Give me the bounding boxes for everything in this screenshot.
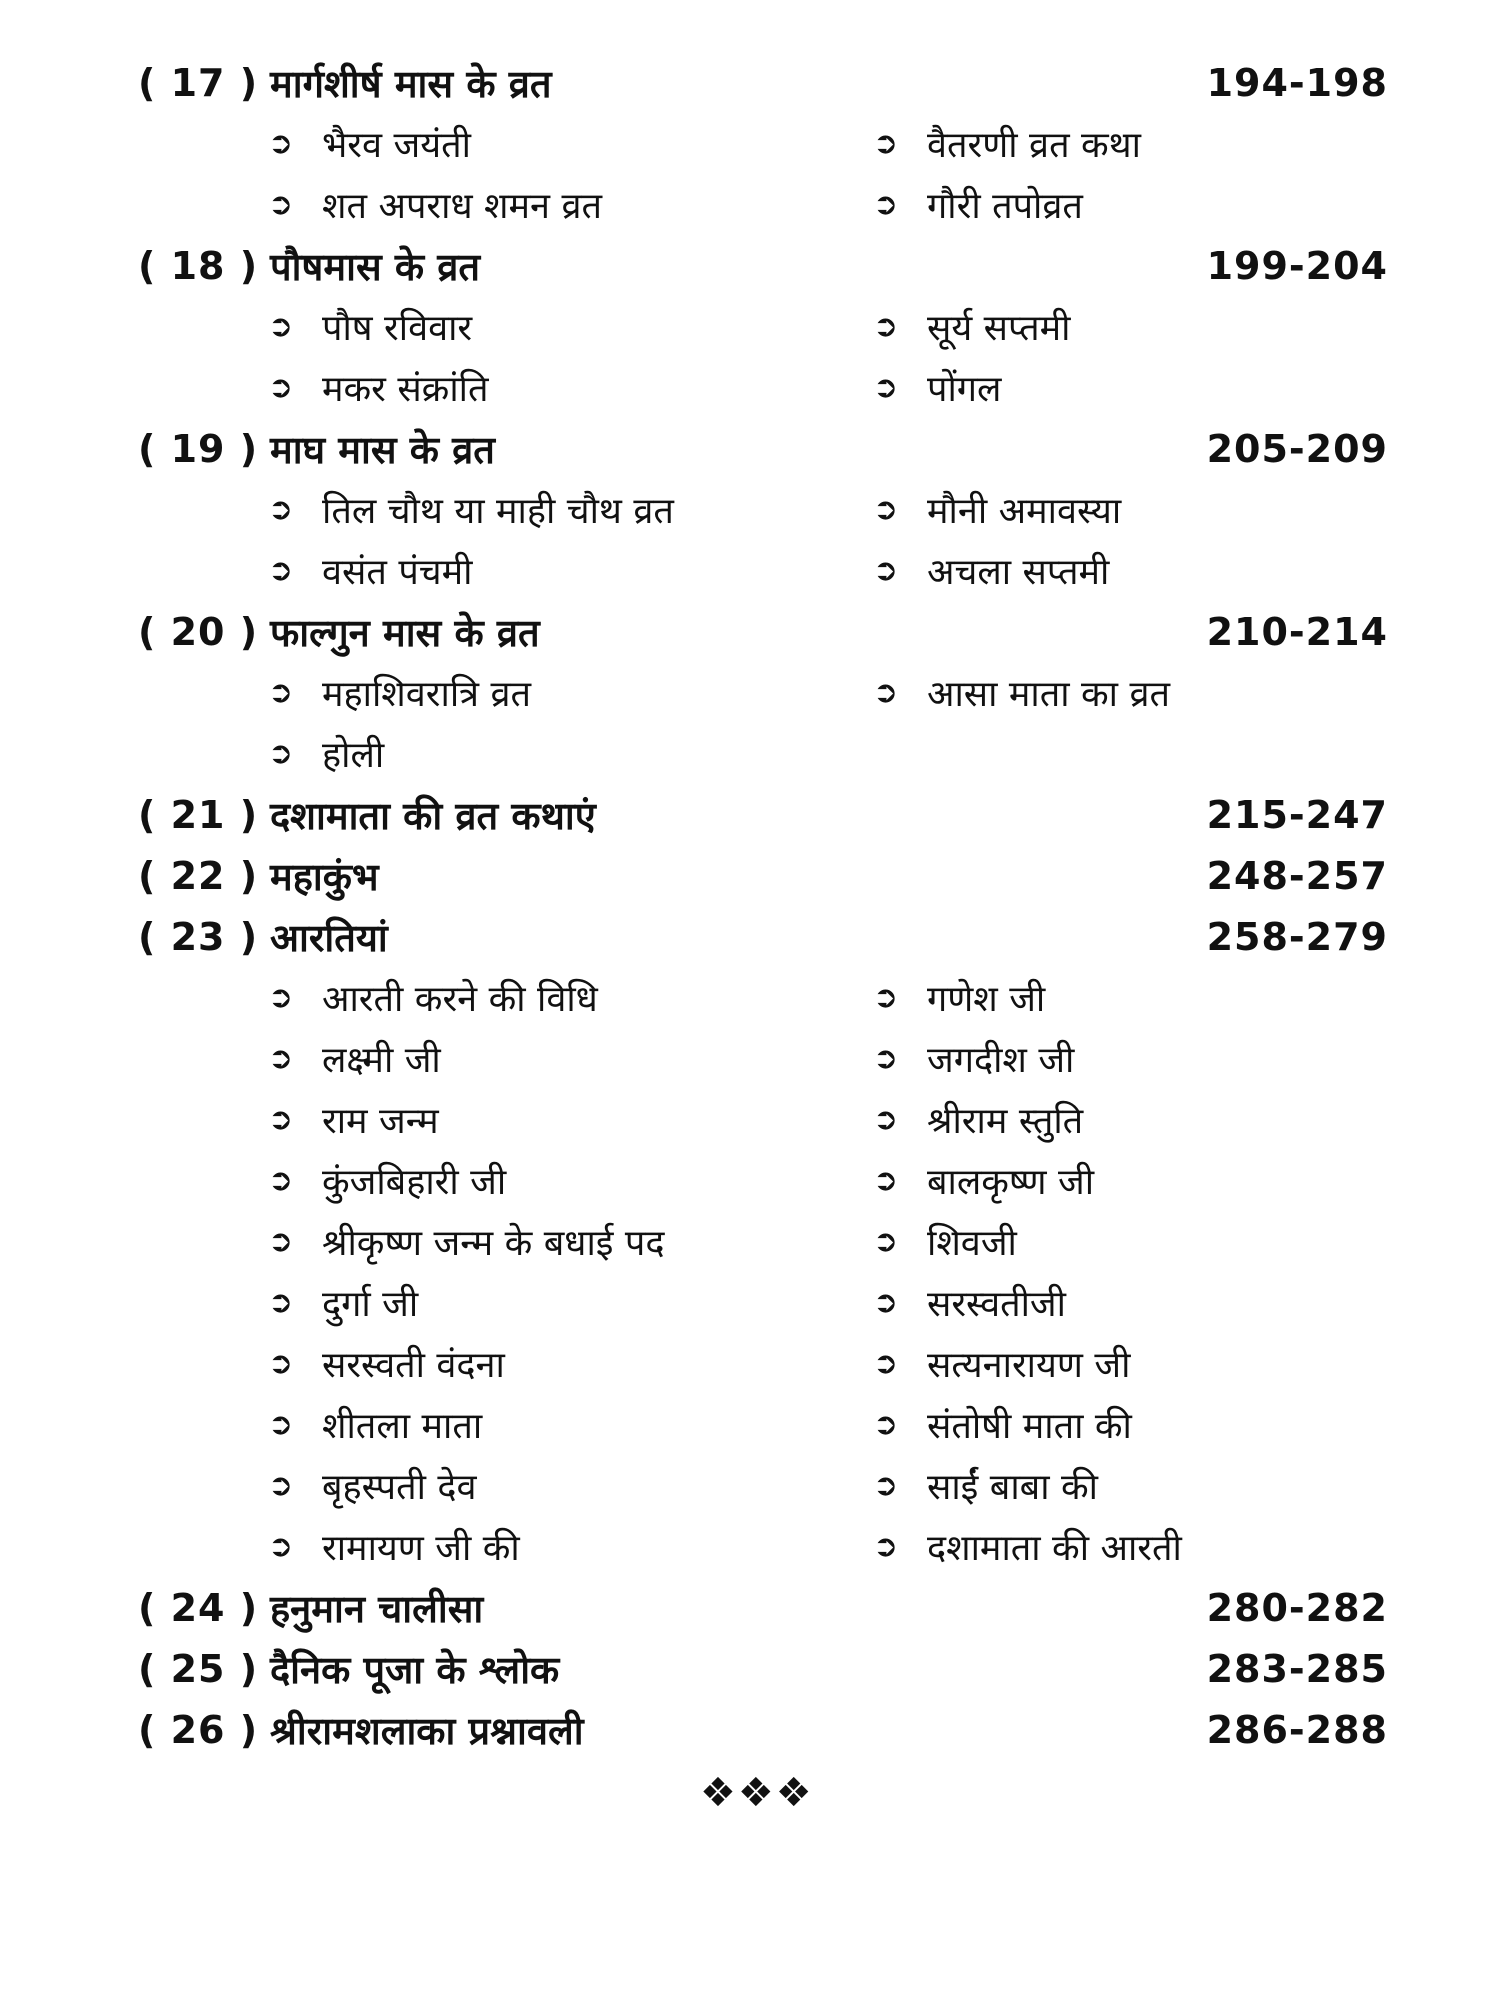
section-number: ( 19 ) <box>138 426 259 471</box>
toc-subitem <box>268 1150 873 1211</box>
arrow-bullet-icon: ➲ <box>873 1224 899 1259</box>
arrow-bullet-icon: ➲ <box>873 187 899 222</box>
arrow-bullet-icon: ➲ <box>873 492 899 527</box>
section-page-range: 280-282 <box>1206 1585 1388 1630</box>
toc-section-row <box>138 418 1388 479</box>
section-number: ( 21 ) <box>138 792 259 837</box>
subitem-label: शिवजी <box>927 1223 1017 1264</box>
toc-section-row <box>138 52 1388 113</box>
subitem-label: संतोषी माता की <box>927 1406 1132 1447</box>
subitem-label: श्रीराम स्तुति <box>927 1101 1084 1142</box>
toc-section-row <box>138 906 1388 967</box>
toc-subitem <box>268 1211 873 1272</box>
toc-subitem <box>873 357 1323 418</box>
section-page-range: 194-198 <box>1206 60 1388 105</box>
section-title: माघ मास के व्रत <box>270 427 495 472</box>
subitem-list <box>138 113 1388 235</box>
subitem-label: शीतला माता <box>322 1406 483 1447</box>
section-title: श्रीरामशलाका प्रश्नावली <box>270 1708 584 1753</box>
arrow-bullet-icon: ➲ <box>268 980 294 1015</box>
subitem-label: पौष रविवार <box>322 308 473 349</box>
arrow-bullet-icon: ➲ <box>873 126 899 161</box>
arrow-bullet-icon: ➲ <box>873 1346 899 1381</box>
arrow-bullet-icon: ➲ <box>873 370 899 405</box>
subitem-label: मौनी अमावस्या <box>927 491 1122 532</box>
toc-subitem <box>268 967 873 1028</box>
arrow-bullet-icon: ➲ <box>268 553 294 588</box>
toc-subitem <box>268 1333 873 1394</box>
subitem-label: बालकृष्ण जी <box>927 1162 1095 1203</box>
subitem-label: शत अपराध शमन व्रत <box>322 186 602 227</box>
toc-subitem <box>873 1394 1323 1455</box>
subitem-label: लक्ष्मी जी <box>322 1040 441 1081</box>
toc-subitem <box>268 1394 873 1455</box>
toc-subitem <box>873 540 1323 601</box>
toc-section-row <box>138 1577 1388 1638</box>
toc-subitem <box>268 296 873 357</box>
arrow-bullet-icon: ➲ <box>873 1163 899 1198</box>
subitem-label: श्रीकृष्ण जन्म के बधाई पद <box>322 1223 665 1264</box>
toc-subitem <box>268 662 873 723</box>
section-number: ( 25 ) <box>138 1646 259 1691</box>
arrow-bullet-icon: ➲ <box>268 675 294 710</box>
arrow-bullet-icon: ➲ <box>873 675 899 710</box>
arrow-bullet-icon: ➲ <box>873 980 899 1015</box>
arrow-bullet-icon: ➲ <box>268 1102 294 1137</box>
section-number: ( 24 ) <box>138 1585 259 1630</box>
subitem-list <box>138 479 1388 601</box>
arrow-bullet-icon: ➲ <box>268 1468 294 1503</box>
subitem-label: गौरी तपोव्रत <box>927 186 1083 227</box>
toc-subitem <box>268 1516 873 1577</box>
section-page-range: 199-204 <box>1206 243 1388 288</box>
arrow-bullet-icon: ➲ <box>873 1285 899 1320</box>
section-title: आरतियां <box>270 915 388 960</box>
subitem-label: पोंगल <box>927 369 1002 410</box>
section-number: ( 26 ) <box>138 1707 259 1752</box>
subitem-label: अचला सप्तमी <box>927 552 1110 593</box>
toc-subitem <box>873 1272 1323 1333</box>
section-number: ( 22 ) <box>138 853 259 898</box>
subitem-label: मकर संक्रांति <box>322 369 489 410</box>
arrow-bullet-icon: ➲ <box>873 1041 899 1076</box>
section-page-range: 205-209 <box>1206 426 1388 471</box>
toc-subitem <box>873 1089 1323 1150</box>
subitem-label: महाशिवरात्रि व्रत <box>322 674 532 715</box>
arrow-bullet-icon: ➲ <box>268 736 294 771</box>
arrow-bullet-icon: ➲ <box>268 1163 294 1198</box>
subitem-label: वसंत पंचमी <box>322 552 473 593</box>
toc-section-row <box>138 235 1388 296</box>
arrow-bullet-icon: ➲ <box>873 1529 899 1564</box>
toc-subitem <box>268 174 873 235</box>
section-title: मार्गशीर्ष मास के व्रत <box>270 61 552 106</box>
section-page-range: 283-285 <box>1206 1646 1388 1691</box>
section-page-range: 248-257 <box>1206 853 1388 898</box>
arrow-bullet-icon: ➲ <box>873 1407 899 1442</box>
subitem-label: सरस्वतीजी <box>927 1284 1066 1325</box>
section-title: दैनिक पूजा के श्लोक <box>270 1647 560 1692</box>
arrow-bullet-icon: ➲ <box>268 309 294 344</box>
arrow-bullet-icon: ➲ <box>873 309 899 344</box>
section-number: ( 17 ) <box>138 60 259 105</box>
toc-subitem <box>268 1272 873 1333</box>
toc-subitem <box>873 174 1323 235</box>
toc-subitem <box>268 479 873 540</box>
toc-section-row <box>138 1638 1388 1699</box>
toc-subitem <box>873 1333 1323 1394</box>
subitem-label: तिल चौथ या माही चौथ व्रत <box>322 491 674 532</box>
subitem-label: वैतरणी व्रत कथा <box>927 125 1142 166</box>
section-title: हनुमान चालीसा <box>270 1586 484 1631</box>
subitem-label: आरती करने की विधि <box>322 979 598 1020</box>
arrow-bullet-icon: ➲ <box>873 553 899 588</box>
toc-subitem <box>873 1455 1323 1516</box>
section-page-range: 210-214 <box>1206 609 1388 654</box>
section-title: महाकुंभ <box>270 854 379 899</box>
section-title: दशामाता की व्रत कथाएं <box>270 793 596 838</box>
subitem-label: सरस्वती वंदना <box>322 1345 505 1386</box>
toc-subitem <box>268 1455 873 1516</box>
subitem-label: भैरव जयंती <box>322 125 471 166</box>
arrow-bullet-icon: ➲ <box>268 492 294 527</box>
arrow-bullet-icon: ➲ <box>268 1407 294 1442</box>
section-page-range: 215-247 <box>1206 792 1388 837</box>
arrow-bullet-icon: ➲ <box>268 187 294 222</box>
toc-section-row <box>138 845 1388 906</box>
subitem-label: दशामाता की आरती <box>927 1528 1182 1569</box>
toc-subitem <box>268 1028 873 1089</box>
toc-subitem <box>873 479 1323 540</box>
arrow-bullet-icon: ➲ <box>268 1346 294 1381</box>
section-title: पौषमास के व्रत <box>270 244 481 289</box>
toc-subitem <box>873 967 1323 1028</box>
toc-subitem <box>873 113 1323 174</box>
subitem-label: गणेश जी <box>927 979 1046 1020</box>
section-page-range: 286-288 <box>1206 1707 1388 1752</box>
subitem-label: सत्यनारायण जी <box>927 1345 1131 1386</box>
toc-section-row <box>138 601 1388 662</box>
arrow-bullet-icon: ➲ <box>268 1285 294 1320</box>
table-of-contents <box>138 52 1388 1760</box>
toc-subitem <box>873 1211 1323 1272</box>
arrow-bullet-icon: ➲ <box>268 126 294 161</box>
arrow-bullet-icon: ➲ <box>873 1468 899 1503</box>
subitem-label: होली <box>322 735 385 776</box>
toc-subitem <box>268 113 873 174</box>
section-number: ( 20 ) <box>138 609 259 654</box>
subitem-label: बृहस्पती देव <box>322 1467 477 1508</box>
toc-subitem <box>268 357 873 418</box>
toc-subitem <box>873 1028 1323 1089</box>
arrow-bullet-icon: ➲ <box>873 1102 899 1137</box>
toc-subitem <box>873 662 1323 723</box>
section-number: ( 18 ) <box>138 243 259 288</box>
toc-subitem <box>873 296 1323 357</box>
section-number: ( 23 ) <box>138 914 259 959</box>
section-page-range: 258-279 <box>1206 914 1388 959</box>
subitem-list <box>138 967 1388 1577</box>
arrow-bullet-icon: ➲ <box>268 1224 294 1259</box>
arrow-bullet-icon: ➲ <box>268 1041 294 1076</box>
toc-subitem <box>268 540 873 601</box>
toc-subitem <box>873 1150 1323 1211</box>
toc-subitem <box>873 1516 1323 1577</box>
subitem-list <box>138 662 1388 784</box>
subitem-label: आसा माता का व्रत <box>927 674 1170 715</box>
arrow-bullet-icon: ➲ <box>268 370 294 405</box>
subitem-label: सूर्य सप्तमी <box>927 308 1071 349</box>
toc-section-row <box>138 1699 1388 1760</box>
section-title: फाल्गुन मास के व्रत <box>270 610 540 655</box>
subitem-label: कुंजबिहारी जी <box>322 1162 507 1203</box>
subitem-label: दुर्गा जी <box>322 1284 419 1325</box>
toc-section-row <box>138 784 1388 845</box>
toc-subitem <box>268 723 873 784</box>
toc-subitem <box>268 1089 873 1150</box>
subitem-label: रामायण जी की <box>322 1528 520 1569</box>
subitem-label: राम जन्म <box>322 1101 439 1142</box>
subitem-list <box>138 296 1388 418</box>
end-ornament: ❖❖❖ <box>700 1770 814 1816</box>
subitem-label: जगदीश जी <box>927 1040 1075 1081</box>
arrow-bullet-icon: ➲ <box>268 1529 294 1564</box>
subitem-label: साईं बाबा की <box>927 1467 1098 1508</box>
